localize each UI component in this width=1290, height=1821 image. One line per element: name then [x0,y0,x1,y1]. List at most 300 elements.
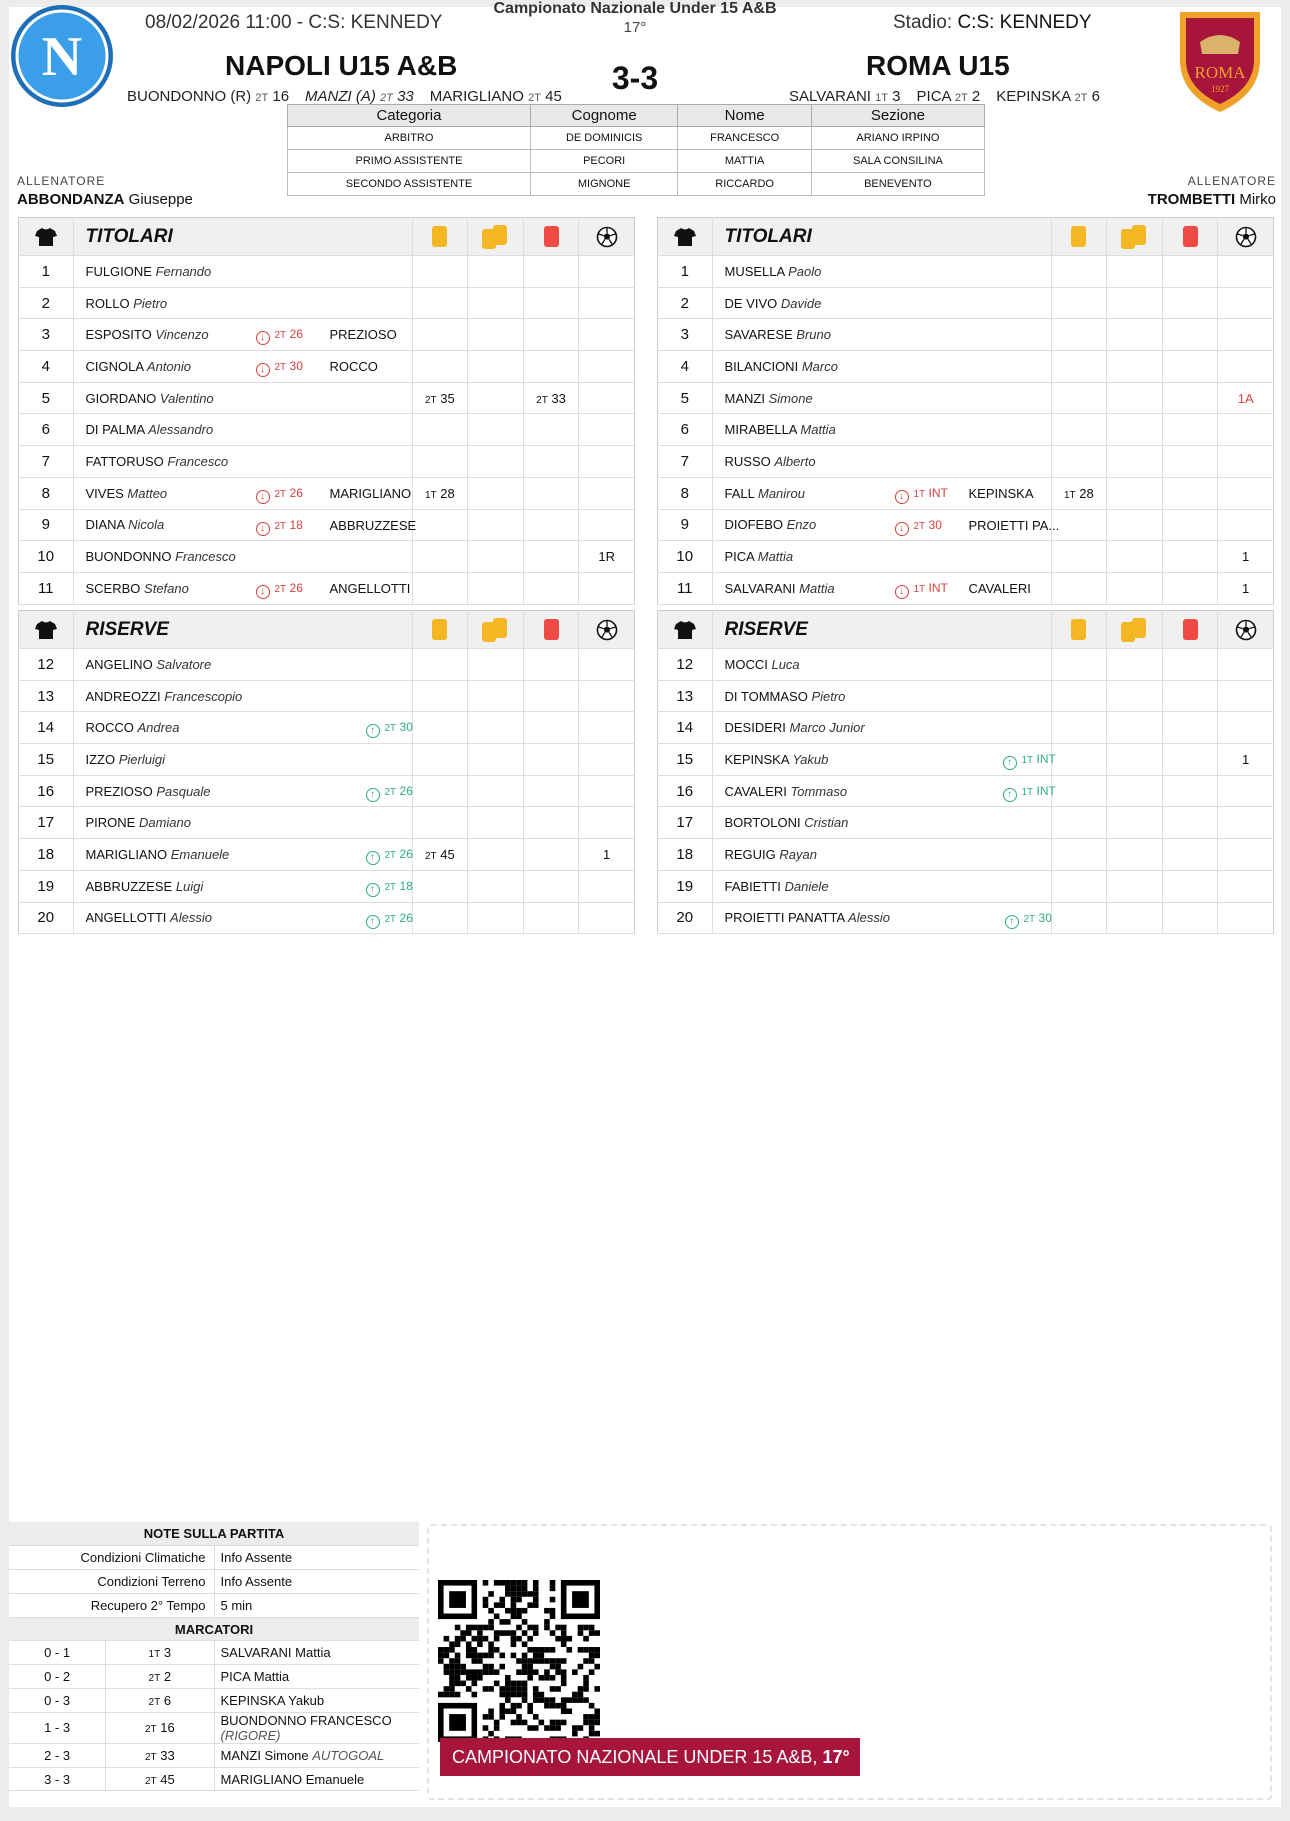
arrow-down-icon: ↓ [256,490,270,504]
scorer-score: 1 - 3 [9,1712,106,1743]
official-cell: SALA CONSILINA [811,150,984,173]
red-card-cell [523,649,579,681]
sub-period: 2T [384,881,397,893]
player-row [658,382,1274,414]
home-starters-table [18,217,635,605]
sub-minute: 30 [1038,910,1052,925]
double-yellow-cell [1107,807,1163,839]
official-cell: MIGNONE [530,173,677,196]
double-yellow-header [1107,611,1163,649]
player-row [19,680,635,712]
player-row [19,839,635,871]
sub-period: 2T [384,786,397,798]
notes-title: NOTE SULLA PARTITA [9,1522,419,1546]
arrow-down-icon: ↓ [256,585,270,599]
red-card-cell [523,382,579,414]
double-yellow-cell [468,807,524,839]
player-last-name: ANDREOZZI [85,688,161,704]
player-first-name: Paolo [788,263,822,279]
double-yellow-header [468,218,524,256]
official-cell: RICCARDO [678,173,811,196]
scorer-entry [789,88,901,105]
player-last-name: GIORDANO [85,390,157,406]
player-first-name: Daniele [784,878,829,894]
player-first-name: Andrea [137,720,180,736]
scorer-period: 2T [144,1724,157,1736]
yellow-card-cell [1051,446,1107,478]
double-yellow-card-icon [482,225,508,249]
player-number: 20 [19,902,74,934]
player-first-name: Marco Junior [789,720,865,736]
player-number: 18 [19,839,74,871]
double-yellow-cell [468,649,524,681]
player-number: 14 [19,712,74,744]
yellow-card-icon [1071,226,1086,247]
player-row [19,902,635,934]
officials-header: Sezione [811,105,984,127]
red-card-header [523,611,579,649]
yellow-card-cell [412,649,468,681]
scorer-time [106,1641,214,1665]
player-first-name: Damiano [138,815,191,831]
official-cell: MATTIA [678,150,811,173]
double-yellow-cell [1107,477,1163,509]
goals-cell [579,287,635,319]
double-yellow-cell [468,446,524,478]
yellow-card-cell [412,414,468,446]
double-yellow-cell [468,287,524,319]
double-yellow-cell [1107,446,1163,478]
card-period: 2T [424,394,437,406]
player-last-name: FALL [724,485,755,501]
player-first-name: Francesco [167,453,229,469]
player-row [658,287,1274,319]
player-last-name: PROIETTI PANATTA [724,910,845,926]
double-yellow-cell [468,351,524,383]
player-row [19,744,635,776]
goals-cell: 1 [1218,572,1274,604]
player-number: 16 [658,775,713,807]
player-number: 14 [658,712,713,744]
scorer-name: PICA [916,88,951,105]
player-last-name: REGUIG [724,846,776,862]
yellow-card-cell [1051,382,1107,414]
away-team-name: ROMA U15 [866,50,1010,81]
red-card-cell [523,319,579,351]
player-last-name: RUSSO [724,453,771,469]
sub-period: 2T [274,583,287,595]
goals-cell [1218,319,1274,351]
player-first-name: Stefano [144,580,189,596]
red-card-cell [1162,541,1218,573]
goals-header [579,218,635,256]
qr-code-icon[interactable] [438,1580,600,1742]
yellow-card-header [1051,218,1107,256]
player-name-cell [712,351,1051,383]
scorer-player [214,1767,419,1791]
card-period: 2T [424,850,437,862]
yellow-card-cell [412,319,468,351]
napoli-logo-icon [9,3,115,109]
player-name-cell [712,870,1051,902]
sub-minute: 26 [289,580,303,595]
goals-cell [579,509,635,541]
scorer-time [106,1767,214,1791]
player-name-cell [73,649,412,681]
player-first-name: Antonio [146,358,192,374]
sub-player: CAVALERI [968,580,1031,596]
player-name-cell [712,572,1051,604]
double-yellow-cell [468,319,524,351]
scorer-note: AUTOGOAL [312,1747,385,1763]
player-first-name: Simone [768,390,813,406]
player-row [658,541,1274,573]
player-first-name: Cristian [804,815,849,831]
card-period: 1T [1063,489,1076,501]
player-last-name: ROCCO [85,720,134,736]
goals-header [579,611,635,649]
sub-period: 1T [913,488,926,500]
red-card-cell [1162,256,1218,288]
player-last-name: DI PALMA [85,422,145,438]
player-last-name: MIRABELLA [724,422,797,438]
player-row [19,446,635,478]
player-first-name: Yakub [792,751,829,767]
player-last-name: ROLLO [85,295,130,311]
red-card-cell [1162,712,1218,744]
scorer-minute: 45 [160,1771,175,1787]
scorer-note: (RIGORE) [220,1727,281,1743]
yellow-card-cell [1051,477,1107,509]
player-first-name: Matteo [127,485,168,501]
sub-in-marker [366,784,413,802]
yellow-card-cell [1051,807,1107,839]
player-row [658,319,1274,351]
scorer-entry [917,88,981,105]
sub-player: PROIETTI PA... [968,517,1060,533]
red-card-cell [523,680,579,712]
player-last-name: ANGELLOTTI [85,910,167,926]
red-card-cell [523,902,579,934]
player-row [658,870,1274,902]
sub-player: ROCCO [329,359,378,375]
card-minute: 33 [551,390,566,406]
goals-cell [579,382,635,414]
arrow-down-icon: ↓ [256,331,270,345]
lineup-header-row [658,218,1274,256]
double-yellow-cell [468,541,524,573]
section-title: TITOLARI [73,218,412,256]
player-row [19,287,635,319]
arrow-up-icon: ↑ [366,915,380,929]
scorer-minute: 16 [272,88,290,105]
goals-header [1218,218,1274,256]
double-yellow-cell [1107,572,1163,604]
red-card-cell [1162,839,1218,871]
double-yellow-card-icon [482,618,508,642]
player-number: 15 [19,744,74,776]
svg-text:ROMA: ROMA [1194,63,1246,82]
shirt-icon [35,620,57,640]
official-cell: BENEVENTO [811,173,984,196]
player-name-cell [73,351,412,383]
home-scorers [127,88,578,105]
player-row [658,256,1274,288]
goals-cell [1218,902,1274,934]
red-card-cell [523,414,579,446]
player-name-cell [712,509,1060,541]
yellow-card-header [412,218,468,256]
yellow-card-cell [412,712,468,744]
goal-ball-icon [1235,619,1257,641]
goals-cell: 1 [1218,541,1274,573]
player-first-name: Pierluigi [118,751,165,767]
double-yellow-cell [468,744,524,776]
player-row [19,509,635,541]
note-label: Recupero 2° Tempo [9,1593,214,1617]
double-yellow-cell [1107,712,1163,744]
away-scorers [789,88,1116,105]
player-first-name: Vincenzo [155,327,209,343]
note-row [9,1570,419,1594]
player-first-name: Francesco [175,549,236,565]
sub-minute: 26 [289,327,303,342]
scorer-name: MANZI (A) [305,88,376,105]
red-card-icon [1183,619,1198,640]
red-card-cell [523,807,579,839]
player-row [19,775,635,807]
player-number: 1 [658,256,713,288]
sub-player: ANGELLOTTI [329,580,411,596]
scorer-row [9,1712,419,1743]
red-card-cell [523,572,579,604]
player-first-name: Pietro [811,688,846,704]
scorer-period: 2T [144,1751,157,1763]
note-label: Condizioni Climatiche [9,1546,214,1570]
yellow-card-cell [1051,319,1107,351]
shirt-icon [35,227,57,247]
yellow-card-cell [412,382,468,414]
player-number: 12 [658,649,713,681]
goals-cell [579,477,635,509]
sub-player: PREZIOSO [329,327,397,343]
player-name-cell [712,902,1051,934]
yellow-card-cell [412,839,468,871]
scorer-time [106,1743,214,1767]
scorer-period: 1T [875,92,888,104]
double-yellow-cell [1107,414,1163,446]
player-first-name: Luigi [175,878,204,894]
goals-cell [1218,287,1274,319]
scorer-row [9,1743,419,1767]
goals-cell [1218,256,1274,288]
player-number: 16 [19,775,74,807]
card-minute: 45 [440,846,455,862]
player-name-cell [73,870,412,902]
note-row [9,1546,419,1570]
scorer-name: KEPINSKA [996,88,1071,105]
scorer-entry [127,88,289,105]
sub-minute: 30 [928,517,942,532]
player-number: 4 [19,351,74,383]
arrow-down-icon: ↓ [256,522,270,536]
scorer-period: 2T [255,92,269,104]
officials-table [287,104,985,196]
section-title: RISERVE [73,611,412,649]
goals-cell [579,446,635,478]
scorer-minute: 6 [163,1692,172,1708]
svg-text:1927: 1927 [1211,84,1229,94]
goals-cell [579,712,635,744]
sub-minute: INT [1036,783,1056,798]
player-last-name: BUONDONNO [85,549,172,565]
player-number: 3 [19,319,74,351]
goals-cell: 1R [579,541,635,573]
sub-minute: 30 [289,359,303,374]
scorer-row [9,1641,419,1665]
yellow-card-icon [1071,619,1086,640]
sub-in-marker [1003,784,1056,802]
player-name-cell [712,477,1051,509]
yellow-card-cell [412,744,468,776]
red-card-cell [1162,572,1218,604]
double-yellow-header [1107,218,1163,256]
official-cell: SECONDO ASSISTENTE [288,173,531,196]
sub-minute: 18 [289,517,303,532]
goals-cell [579,351,635,383]
scorer-entry [430,88,562,105]
double-yellow-cell [468,477,524,509]
sub-minute: 26 [289,485,303,500]
player-last-name: KEPINSKA [724,751,789,767]
sub-out-marker [256,486,303,504]
player-name-cell [712,807,1051,839]
yellow-card-cell [412,477,468,509]
scorer-time [106,1689,214,1713]
section-title: TITOLARI [712,218,1051,256]
scorer-row [9,1689,419,1713]
player-last-name: ANGELINO [85,656,153,672]
double-yellow-cell [468,680,524,712]
sub-out-marker [256,327,303,345]
red-card-icon [1183,226,1198,247]
competition-banner: CAMPIONATO NAZIONALE UNDER 15 A&B, 17° [440,1738,860,1776]
player-number: 13 [19,680,74,712]
player-row [19,256,635,288]
yellow-card-cell [412,807,468,839]
double-yellow-cell [468,509,524,541]
red-card-cell [1162,382,1218,414]
red-card-cell [523,256,579,288]
scorer-name: MARIGLIANO [429,88,524,105]
goal-ball-icon [596,619,618,641]
scorer-minute: 2 [163,1669,172,1685]
red-card-icon [544,619,559,640]
shirt-cell [658,218,713,256]
arrow-up-icon: ↑ [366,883,380,897]
sub-out-marker [256,359,303,377]
card-minute: 28 [440,485,455,501]
double-yellow-cell [468,902,524,934]
officials-header: Cognome [530,105,677,127]
double-yellow-cell [1107,870,1163,902]
player-first-name: Davide [780,295,822,311]
scorer-score: 2 - 3 [9,1743,106,1767]
scorer-period: 2T [1074,92,1088,104]
goals-cell [1218,775,1274,807]
player-row [19,414,635,446]
sub-minute: INT [928,580,948,595]
scorer-player-name: SALVARANI Mattia [220,1645,331,1661]
player-number: 8 [19,477,74,509]
red-card-cell [1162,775,1218,807]
player-number: 20 [658,902,713,934]
goals-cell [579,807,635,839]
scorer-entry [996,88,1100,105]
home-coach-label: ALLENATORE [17,174,106,188]
official-row [288,127,985,150]
red-card-cell [1162,319,1218,351]
shirt-cell [658,611,713,649]
official-cell: FRANCESCO [678,127,811,150]
player-number: 7 [658,446,713,478]
roma-logo-icon [1172,2,1268,114]
player-name-cell [712,680,1051,712]
sub-minute: INT [1036,752,1056,767]
yellow-card-cell [1051,649,1107,681]
yellow-card-cell [412,256,468,288]
yellow-card-cell [412,446,468,478]
arrow-down-icon: ↓ [895,490,909,504]
scorer-minute: 16 [160,1720,175,1736]
player-last-name: BORTOLONI [724,815,801,831]
yellow-card-cell [1051,572,1107,604]
card-period: 1T [424,489,437,501]
player-first-name: Alberto [774,453,816,469]
player-name-cell [73,839,412,871]
scorer-player [214,1743,419,1767]
sub-period: 2T [274,488,287,500]
yellow-card-cell [1051,287,1107,319]
sub-period: 2T [274,520,287,532]
player-first-name: Marco [801,358,838,374]
player-first-name: Salvatore [156,656,212,672]
sub-minute: INT [928,485,948,500]
player-first-name: Emanuele [170,846,230,862]
scorer-time [106,1665,214,1689]
arrow-up-icon: ↑ [366,851,380,865]
player-number: 6 [658,414,713,446]
sub-period: 2T [384,850,397,862]
official-cell: PRIMO ASSISTENTE [288,150,531,173]
player-last-name: DIANA [85,517,125,533]
home-team-name: NAPOLI U15 A&B [225,50,458,81]
yellow-card-cell [1051,414,1107,446]
player-row [658,477,1274,509]
player-number: 5 [658,382,713,414]
arrow-up-icon: ↑ [366,724,380,738]
yellow-card-cell [1051,712,1107,744]
player-number: 11 [658,572,713,604]
scorer-player [214,1641,419,1665]
note-value: 5 min [214,1593,419,1617]
away-starters-table [657,217,1274,605]
goals-cell [1218,477,1274,509]
double-yellow-cell [1107,541,1163,573]
away-subs-table [657,610,1274,934]
red-card-icon [544,226,559,247]
scorer-time [106,1712,214,1743]
